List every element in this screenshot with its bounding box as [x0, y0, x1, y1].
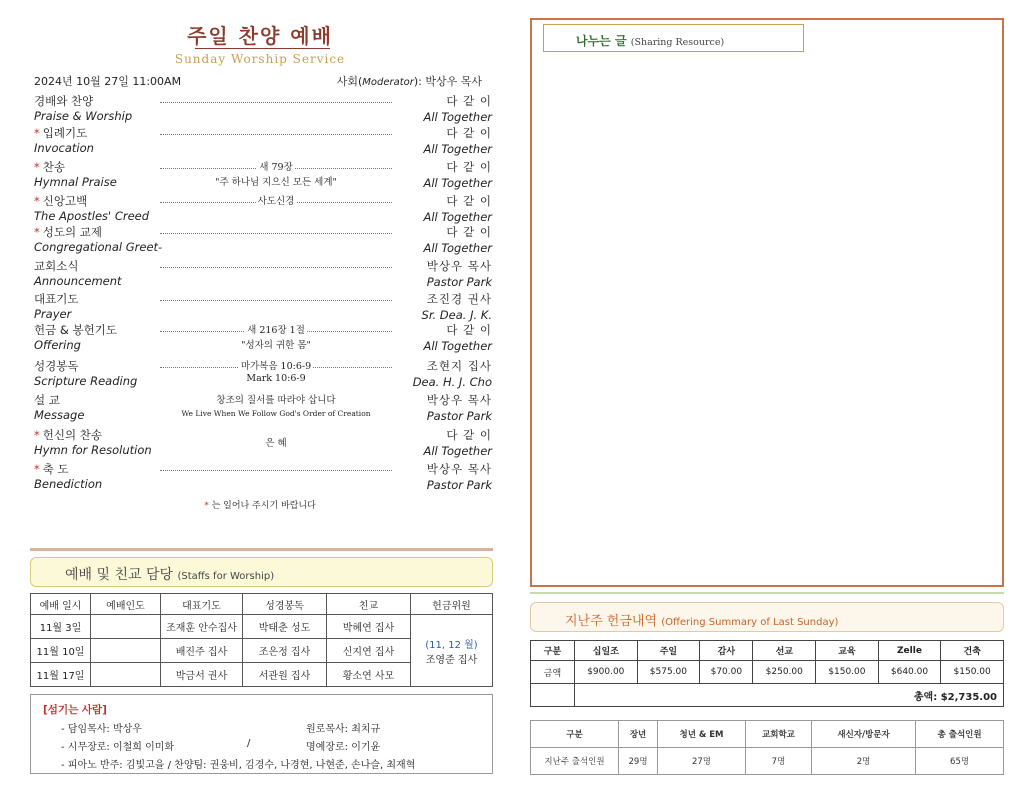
amount-cell: $150.00 — [816, 661, 879, 684]
order-leader-english: All Together — [423, 110, 492, 124]
order-leader-english: Pastor Park — [426, 275, 492, 289]
cell-prayer: 조재훈 안수집사 — [161, 615, 243, 639]
order-detail: 새 216장 1절 — [247, 325, 305, 336]
order-leader-english: Pastor Park — [426, 409, 492, 423]
order-item-korean: 경배와 찬양 — [34, 94, 94, 108]
stand-marker: * — [34, 160, 40, 174]
col-school: 교회학교 — [745, 721, 811, 748]
col-adults: 장년 — [619, 721, 658, 748]
col-reading: 성경봉독 — [243, 594, 327, 615]
cell-date: 11월 10일 — [31, 639, 91, 663]
volunteer-line: 명예장로: 이기윤 — [306, 742, 381, 753]
order-item — [34, 224, 492, 258]
moderator-word: Moderator — [362, 77, 414, 88]
title-underline — [195, 48, 330, 49]
col-newcomers: 새신자/방문자 — [812, 721, 916, 748]
volunteers-box — [30, 694, 493, 774]
order-leader-korean: 다 같 이 — [446, 428, 492, 442]
staff-title: 예배 및 친교 담당 — [65, 567, 174, 583]
leader-dots — [160, 264, 392, 268]
col-building: 건축 — [941, 641, 1004, 661]
stand-marker: * — [34, 126, 40, 140]
service-date: 2024년 10월 27일 11:00AM — [34, 75, 182, 88]
col-prayer: 대표기도 — [161, 594, 243, 615]
order-item-korean: 성경봉독 — [34, 359, 79, 373]
col-fellowship: 친교 — [327, 594, 411, 615]
offering-subtitle: (Offering Summary of Last Sunday) — [661, 617, 839, 628]
order-detail: 은 혜 — [265, 438, 287, 449]
amount-cell: $70.00 — [700, 661, 753, 684]
order-item-english: Message — [34, 408, 85, 422]
sharing-box — [530, 18, 1004, 587]
offering-table — [530, 640, 1004, 707]
cell-date: 11월 3일 — [31, 615, 91, 639]
order-item-english: Invocation — [34, 141, 94, 155]
moderator — [337, 73, 482, 89]
order-detail: 사도신경 — [257, 196, 295, 207]
order-leader-korean: 다 같 이 — [446, 323, 492, 337]
order-detail-sub: "성자의 귀한 몸" — [241, 340, 311, 351]
note-star: * — [204, 501, 209, 511]
offering-title: 지난주 헌금내역 — [565, 614, 658, 629]
order-leader-english: Sr. Dea. J. K. — [421, 308, 492, 322]
col-sunday: 주일 — [637, 641, 700, 661]
offering-header — [530, 602, 1004, 632]
sharing-title: 나누는 글 — [576, 34, 627, 48]
leader-dots — [160, 467, 392, 471]
order-leader-korean: 박상우 목사 — [426, 259, 492, 273]
cell-leader — [91, 639, 161, 663]
order-item-english: Scripture Reading — [34, 374, 138, 388]
cell-reading: 박태춘 성도 — [243, 615, 327, 639]
order-item — [34, 159, 492, 193]
order-leader-korean: 박상우 목사 — [426, 393, 492, 407]
table-row — [531, 661, 1004, 684]
order-item-english: Hymnal Praise — [34, 175, 117, 189]
order-item-english: Praise & Worship — [34, 109, 133, 123]
order-item-english: The Apostles' Creed — [34, 209, 150, 223]
col-tithe: 십일조 — [575, 641, 638, 661]
col-category: 구분 — [531, 721, 619, 748]
count-cell: 29명 — [619, 748, 658, 775]
cell-reading: 서관원 집사 — [243, 663, 327, 687]
order-item-korean: 헌신의 찬송 — [42, 428, 102, 442]
sharing-subtitle: (Sharing Resource) — [630, 37, 725, 48]
order-item — [34, 322, 492, 356]
order-item-english: Prayer — [34, 307, 72, 321]
order-item — [34, 427, 492, 461]
standing-note — [160, 498, 360, 511]
empty-cell — [531, 684, 575, 707]
order-leader-korean: 박상우 목사 — [426, 462, 492, 476]
order-item — [34, 392, 492, 426]
row-label: 지난주 출석인원 — [531, 748, 619, 775]
order-detail-sub: "주 하나님 지으신 모든 세계" — [215, 177, 337, 188]
page-subtitle: Sunday Worship Service — [174, 52, 346, 66]
amount-cell: $150.00 — [941, 661, 1004, 684]
stand-marker: * — [34, 225, 40, 239]
col-youth: 청년 & EM — [658, 721, 746, 748]
order-leader-english: Dea. H. J. Cho — [412, 375, 492, 389]
leader-dots — [160, 99, 392, 103]
col-offering: 헌금위원 — [411, 594, 493, 615]
order-detail-sub: Mark 10:6-9 — [246, 373, 306, 384]
cell-offering — [411, 615, 493, 687]
note-text: 는 일어나 주시기 바랍니다 — [208, 501, 316, 511]
offering-months: (11, 12 월) — [425, 639, 478, 651]
order-leader-korean: 다 같 이 — [446, 194, 492, 208]
order-item-korean: 설 교 — [34, 393, 60, 407]
divider — [30, 548, 493, 551]
sharing-header — [543, 24, 804, 52]
order-leader-english: All Together — [423, 241, 492, 255]
order-item-korean: 헌금 & 봉헌기도 — [34, 323, 117, 337]
volunteer-line: - 피아노 반주: 김빛고을 / 찬양팀: 권웅비, 김경수, 나경현, 나현준, 손나슬, 최재혁 — [61, 760, 416, 771]
order-item-english: Offering — [34, 338, 81, 352]
leader-dots — [160, 297, 392, 301]
amount-cell: $640.00 — [878, 661, 941, 684]
moderator-prefix: 사회( — [336, 75, 363, 88]
staff-header — [30, 557, 493, 587]
order-leader-korean: 조진경 권사 — [426, 292, 492, 306]
order-item — [34, 93, 492, 127]
moderator-suffix: ): 박상우 목사 — [413, 75, 482, 88]
order-item — [34, 193, 492, 227]
order-item — [34, 461, 492, 495]
offering-table-header — [531, 641, 1004, 661]
page-title: 주일 찬양 예배 — [187, 24, 333, 48]
order-detail-sub: We Live When We Follow God's Order of Creation — [181, 409, 371, 418]
order-leader-korean: 다 같 이 — [446, 225, 492, 239]
stand-marker: * — [34, 194, 40, 208]
cell-leader — [91, 615, 161, 639]
cell-reading: 조은정 집사 — [243, 639, 327, 663]
order-item — [34, 125, 492, 159]
cell-fellowship: 황소연 사모 — [327, 663, 411, 687]
volunteer-line: - 담임목사: 박상우 — [61, 724, 142, 735]
row-label: 금액 — [531, 661, 575, 684]
order-item — [34, 358, 492, 392]
order-leader-korean: 다 같 이 — [446, 160, 492, 174]
count-cell: 7명 — [745, 748, 811, 775]
cell-fellowship: 신지연 집사 — [327, 639, 411, 663]
table-row — [531, 684, 1004, 707]
col-category: 구분 — [531, 641, 575, 661]
stand-marker: * — [34, 428, 40, 442]
col-thanks: 감사 — [700, 641, 753, 661]
order-item-english: Congregational Greet- — [34, 240, 163, 254]
order-item — [34, 291, 492, 325]
order-item-korean: 찬송 — [42, 160, 65, 174]
leader-dots — [160, 230, 392, 234]
col-total: 총 출석인원 — [916, 721, 1004, 748]
volunteer-line: 원로목사: 최치규 — [306, 724, 381, 735]
order-leader-korean: 다 같 이 — [446, 94, 492, 108]
staff-subtitle: (Staffs for Worship) — [177, 571, 275, 582]
offering-total: 총액: $2,735.00 — [575, 684, 1004, 707]
cell-prayer: 배진주 집사 — [161, 639, 243, 663]
order-leader-english: All Together — [423, 444, 492, 458]
staff-table — [30, 593, 493, 687]
order-leader-english: All Together — [423, 176, 492, 190]
divider — [530, 592, 1004, 594]
offering-person: 조영준 집사 — [425, 654, 478, 666]
cell-date: 11월 17일 — [31, 663, 91, 687]
order-item-english: Announcement — [34, 274, 122, 288]
cell-fellowship: 박혜연 집사 — [327, 615, 411, 639]
count-cell: 27명 — [658, 748, 746, 775]
order-item-korean: 교회소식 — [34, 259, 79, 273]
amount-cell: $250.00 — [753, 661, 816, 684]
order-detail: 창조의 질서를 따라야 삽니다 — [216, 395, 336, 406]
cell-prayer: 박금서 권사 — [161, 663, 243, 687]
order-leader-english: All Together — [423, 339, 492, 353]
order-item-english: Hymn for Resolution — [34, 443, 152, 457]
order-item-korean: 대표기도 — [34, 292, 79, 306]
order-item-korean: 신앙고백 — [42, 194, 88, 208]
col-mission: 선교 — [753, 641, 816, 661]
amount-cell: $900.00 — [575, 661, 638, 684]
staff-table-header — [31, 594, 493, 615]
leader-dots — [160, 131, 392, 135]
cell-leader — [91, 663, 161, 687]
volunteer-line: - 시무장로: 이철희 이미화 — [61, 742, 175, 753]
order-leader-english: All Together — [423, 210, 492, 224]
order-leader-english: Pastor Park — [426, 478, 492, 492]
order-leader-korean: 다 같 이 — [446, 126, 492, 140]
col-education: 교육 — [816, 641, 879, 661]
order-item-korean: 입례기도 — [42, 126, 88, 140]
count-cell: 2명 — [812, 748, 916, 775]
volunteer-separator: / — [247, 738, 251, 749]
col-date: 예배 일시 — [31, 594, 91, 615]
order-detail: 새 79장 — [259, 162, 293, 173]
order-item — [34, 258, 492, 292]
attendance-table-header — [531, 721, 1004, 748]
order-detail: 마가복음 10:6-9 — [240, 361, 312, 372]
col-leader: 예배인도 — [91, 594, 161, 615]
amount-cell: $575.00 — [637, 661, 700, 684]
order-item-korean: 성도의 교제 — [42, 225, 102, 239]
attendance-table — [530, 720, 1004, 775]
order-item-korean: 축 도 — [42, 462, 69, 476]
order-leader-english: All Together — [423, 142, 492, 156]
volunteers-title: [섬기는 사람] — [43, 704, 107, 716]
order-item-english: Benediction — [34, 477, 103, 491]
table-row — [531, 748, 1004, 775]
order-leader-korean: 조현지 집사 — [426, 359, 492, 373]
table-row — [31, 615, 493, 639]
count-cell: 65명 — [916, 748, 1004, 775]
col-zelle: Zelle — [878, 641, 941, 661]
stand-marker: * — [34, 462, 40, 476]
